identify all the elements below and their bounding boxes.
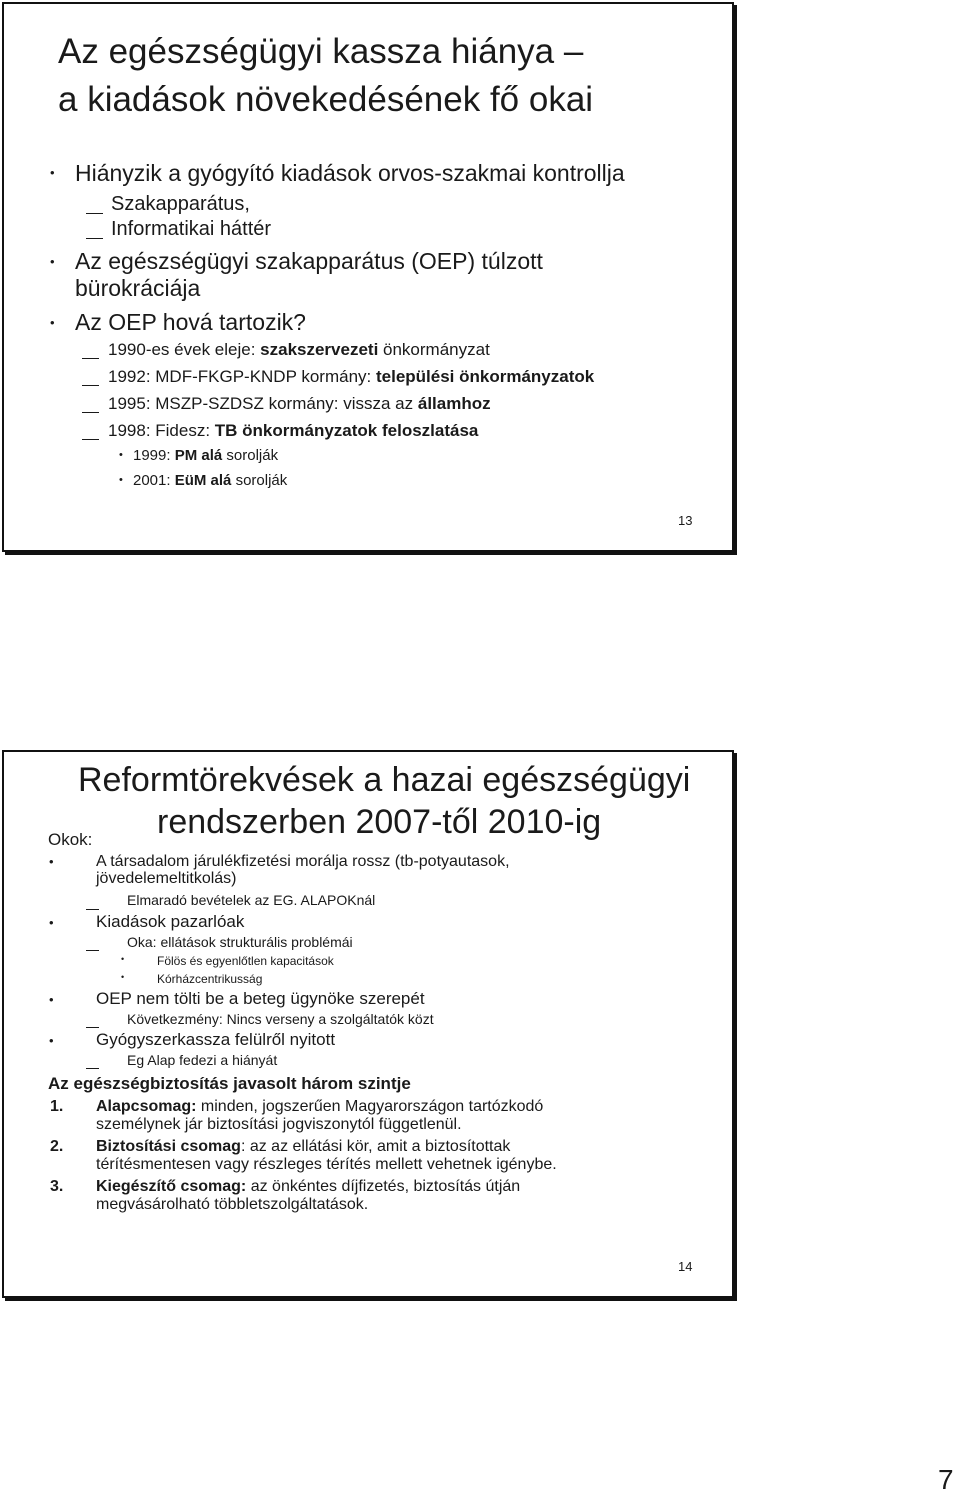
numbered-item: Alapcsomag: minden, jogszerűen Magyarországon tartózkodó [96, 1098, 544, 1115]
list-subitem: 1995: MSZP-SZDSZ kormány: vissza az államhoz [108, 394, 491, 413]
list-item-continuation: bürokráciája [75, 275, 201, 301]
numbered-item-continuation: térítésmentesen vagy részleges térítés mellett vehetnek igénybe. [96, 1156, 557, 1173]
list-item: Gyógyszerkassza felülről nyitott [96, 1030, 336, 1049]
numbered-item: Kiegészítő csomag: az önkéntes díjfizetés, biztosítás útján [96, 1178, 521, 1195]
bullet-icon: • [50, 315, 55, 330]
dash-icon [86, 942, 99, 960]
list-subitem: Szakapparátus, [111, 193, 250, 215]
dash-icon [82, 350, 99, 368]
list-number: 2. [50, 1138, 64, 1155]
bullet-icon: • [49, 992, 54, 1007]
bullet-icon: • [49, 915, 54, 930]
slide-number: 14 [678, 1259, 693, 1274]
slide-title: Az egészségügyi kassza hiánya – a kiadások növekedésének fő okai [58, 32, 594, 119]
slide-number: 13 [678, 513, 693, 528]
list-subitem: Elmaradó bevételek az EG. ALAPOKnál [127, 892, 376, 908]
dash-icon [82, 377, 99, 395]
list-item: OEP nem tölti be a beteg ügynöke szerepét [96, 989, 425, 1008]
bullet-icon: • [121, 954, 125, 964]
bullet-icon: • [50, 165, 55, 180]
list-subitem: 1998: Fidesz: TB önkormányzatok feloszlatása [108, 421, 479, 440]
section-heading: Az egészségbiztosítás javasolt három szintje [48, 1074, 411, 1093]
bullet-icon: • [49, 854, 54, 869]
slide-13 [2, 2, 734, 552]
list-subsubitem: 1999: PM alá sorolják [133, 447, 279, 464]
dash-icon [82, 404, 99, 422]
list-subitem: 1992: MDF-FKGP-KNDP kormány: települési önkormányzatok [108, 367, 595, 386]
dash-icon [82, 431, 99, 449]
okok-label: Okok: [48, 830, 93, 849]
dash-icon [86, 205, 103, 223]
numbered-item: Biztosítási csomag: az az ellátási kör, amit a biztosítottak [96, 1138, 511, 1155]
dash-icon [86, 230, 103, 248]
list-item: Az egészségügyi szakapparátus (OEP) túlzott [75, 248, 543, 274]
list-subitem: Eg Alap fedezi a hiányát [127, 1052, 278, 1068]
list-subitem: Informatikai háttér [111, 218, 272, 240]
bullet-icon: • [119, 449, 123, 461]
bullet-icon: • [50, 254, 55, 269]
list-subitem: Következmény: Nincs verseny a szolgáltatók közt [127, 1011, 434, 1027]
list-subsubitem: Fölös és egyenlőtlen kapacitások [157, 954, 334, 968]
list-subitem: 1990-es évek eleje: szakszervezeti önkormányzat [108, 340, 490, 359]
list-item: A társadalom járulékfizetési morálja rossz (tb-potyautasok, [96, 853, 510, 870]
sheet-page-number: 7 [938, 1464, 954, 1495]
list-item-continuation: jövedelemeltitkolás) [96, 870, 237, 887]
list-subsubitem: 2001: EüM alá sorolják [133, 472, 288, 489]
numbered-item-continuation: személynek jár biztosítási jogviszonytól függetlenül. [96, 1116, 462, 1133]
list-item: Kiadások pazarlóak [96, 912, 245, 931]
slide-title: Reformtörekvések a hazai egészségügyi rendszerben 2007-től 2010-ig [78, 761, 691, 841]
bullet-icon: • [49, 1033, 54, 1048]
bullet-icon: • [119, 474, 123, 486]
list-item: Az OEP hová tartozik? [75, 309, 306, 335]
list-number: 1. [50, 1098, 64, 1115]
list-subitem: Oka: ellátások strukturális problémái [127, 934, 353, 950]
list-subsubitem: Kórházcentrikusság [157, 972, 263, 986]
list-item: Hiányzik a gyógyító kiadások orvos-szakmai kontrollja [75, 160, 625, 186]
list-number: 3. [50, 1178, 64, 1195]
slide-14 [2, 750, 734, 1298]
numbered-item-continuation: megvásárolható többletszolgáltatások. [96, 1196, 369, 1213]
bullet-icon: • [121, 972, 125, 982]
